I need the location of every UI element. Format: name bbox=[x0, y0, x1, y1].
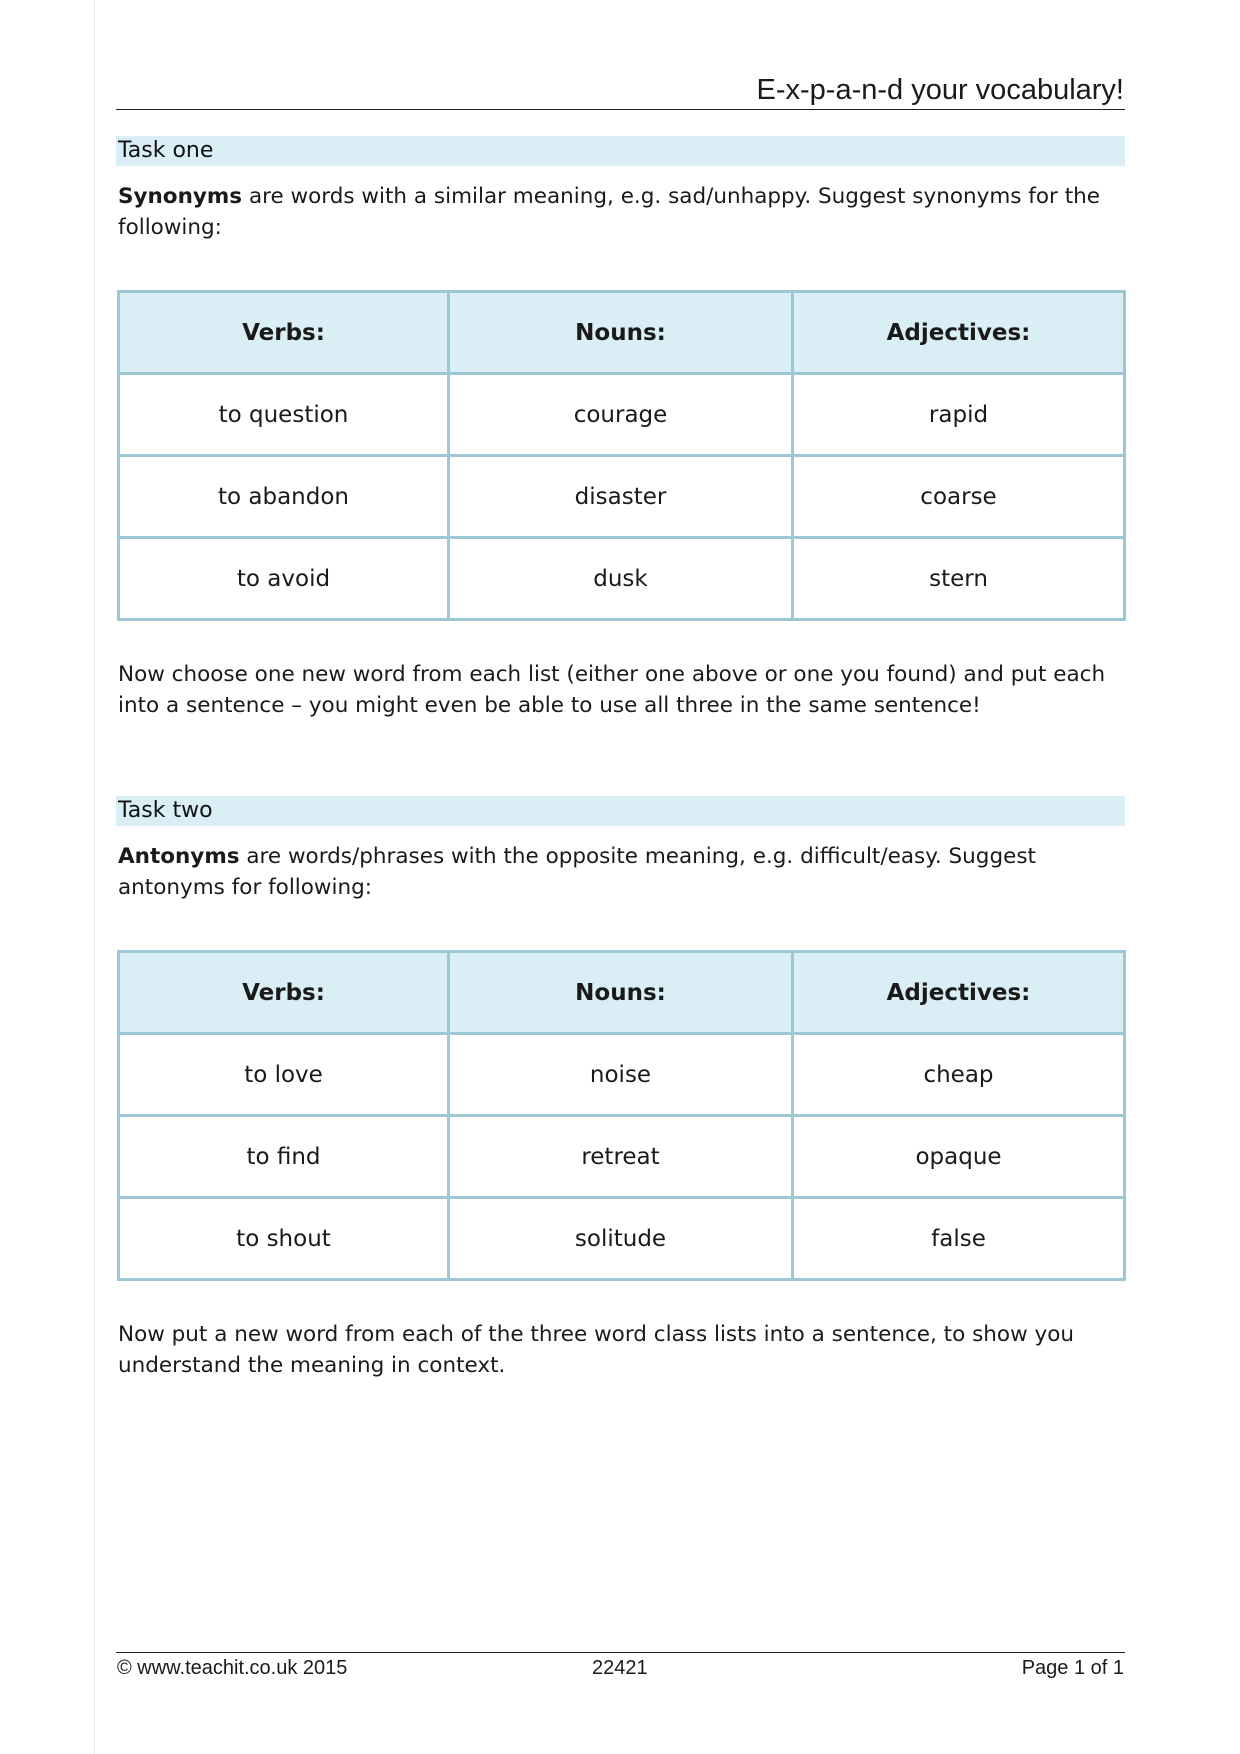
task-one-heading: Task one bbox=[116, 136, 1125, 166]
table-row bbox=[119, 538, 1125, 620]
column-header-verbs: Verbs: bbox=[119, 292, 449, 374]
footer-divider bbox=[116, 1652, 1125, 1653]
column-header-adjectives: Adjectives: bbox=[793, 292, 1125, 374]
table-cell: to find bbox=[119, 1116, 449, 1198]
table-row bbox=[119, 456, 1125, 538]
task-one-instruction: are words with a similar meaning, e.g. sad/unhappy. Suggest synonyms for the following: bbox=[118, 184, 1100, 240]
task-one-follow-up: Now choose one new word from each list (either one above or one you found) and put each into a sentence – you might even be able to use all three in the same sentence! bbox=[118, 662, 1106, 718]
task-one-table bbox=[117, 290, 1126, 621]
footer-copyright: © www.teachit.co.uk 2015 bbox=[117, 1657, 348, 1679]
table-row bbox=[119, 1116, 1125, 1198]
table-row bbox=[119, 1034, 1125, 1116]
column-header-nouns: Nouns: bbox=[449, 292, 793, 374]
task-one-term: Synonyms bbox=[118, 184, 243, 209]
table-cell: retreat bbox=[449, 1116, 793, 1198]
table-row bbox=[119, 1198, 1125, 1280]
table-header-row bbox=[119, 952, 1125, 1034]
page-title: E-x-p-a-n-d your vocabulary! bbox=[756, 74, 1124, 106]
task-two-instruction: are words/phrases with the opposite meaning, e.g. difficult/easy. Suggest antonyms for following: bbox=[118, 844, 1036, 900]
table-cell: false bbox=[793, 1198, 1125, 1280]
table-cell: to avoid bbox=[119, 538, 449, 620]
task-two-table bbox=[117, 950, 1126, 1281]
column-header-adjectives: Adjectives: bbox=[793, 952, 1125, 1034]
column-header-nouns: Nouns: bbox=[449, 952, 793, 1034]
table-cell: dusk bbox=[449, 538, 793, 620]
table-cell: cheap bbox=[793, 1034, 1125, 1116]
table-cell: to shout bbox=[119, 1198, 449, 1280]
table-cell: solitude bbox=[449, 1198, 793, 1280]
table-cell: to question bbox=[119, 374, 449, 456]
table-cell: courage bbox=[449, 374, 793, 456]
table-cell: opaque bbox=[793, 1116, 1125, 1198]
table-cell: coarse bbox=[793, 456, 1125, 538]
table-cell: stern bbox=[793, 538, 1125, 620]
task-two-term: Antonyms bbox=[118, 844, 240, 869]
task-two-follow-up: Now put a new word from each of the three word class lists into a sentence, to show you understand the meaning in context. bbox=[118, 1322, 1075, 1378]
table-cell: rapid bbox=[793, 374, 1125, 456]
table-cell: noise bbox=[449, 1034, 793, 1116]
table-header-row bbox=[119, 292, 1125, 374]
table-cell: disaster bbox=[449, 456, 793, 538]
task-two-intro bbox=[118, 841, 1123, 903]
column-header-verbs: Verbs: bbox=[119, 952, 449, 1034]
table-row bbox=[119, 374, 1125, 456]
footer-document-id: 22421 bbox=[592, 1657, 648, 1679]
task-two-heading: Task two bbox=[116, 796, 1125, 826]
page-margin-line bbox=[94, 0, 95, 1754]
footer-page-number: Page 1 of 1 bbox=[1021, 1657, 1124, 1679]
table-cell: to love bbox=[119, 1034, 449, 1116]
table-cell: to abandon bbox=[119, 456, 449, 538]
task-one-intro bbox=[118, 181, 1123, 243]
header-divider bbox=[116, 109, 1125, 110]
